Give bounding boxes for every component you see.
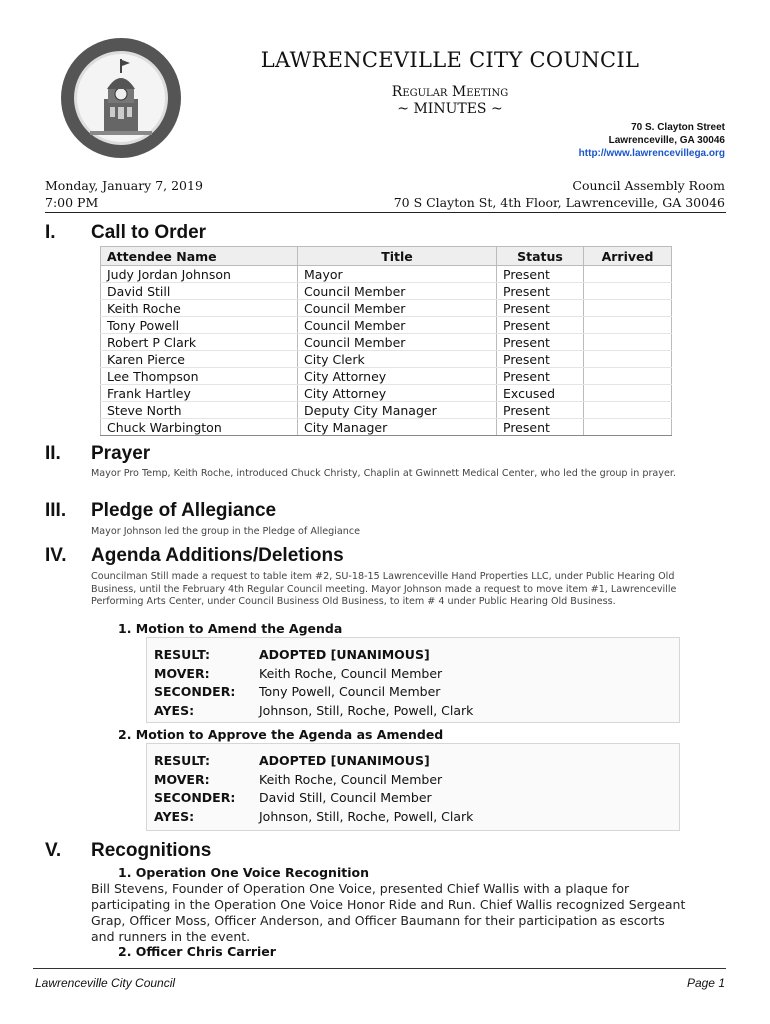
ayes-value: Johnson, Still, Roche, Powell, Clark <box>259 702 474 718</box>
section-title-agenda: Agenda Additions/Deletions <box>91 545 344 566</box>
pledge-text: Mayor Johnson led the group in the Pledge of Allegiance <box>91 526 361 537</box>
city-address <box>579 121 725 160</box>
table-row <box>101 419 672 436</box>
table-row <box>101 368 672 385</box>
attendee-title: Deputy City Manager <box>298 402 497 419</box>
mover-row <box>147 772 679 791</box>
recognition-item-title: 2. Officer Chris Carrier <box>118 944 276 959</box>
mover-value: Keith Roche, Council Member <box>259 771 443 787</box>
column-header-arrived: Arrived <box>584 247 672 266</box>
attendee-status: Present <box>497 419 584 436</box>
attendee-name: David Still <box>101 283 298 300</box>
seconder-value: David Still, Council Member <box>259 790 432 805</box>
column-header-title: Title <box>298 247 497 266</box>
table-row <box>101 402 672 419</box>
attendance-header-row <box>101 247 672 266</box>
meeting-place <box>394 177 725 211</box>
footer-council-name: Lawrenceville City Council <box>35 976 176 990</box>
result-value: ADOPTED [UNANIMOUS] <box>259 647 430 662</box>
section-number: III. <box>45 500 67 521</box>
ayes-value: Johnson, Still, Roche, Powell, Clark <box>259 808 474 824</box>
attendee-name: Lee Thompson <box>101 368 298 385</box>
table-row <box>101 334 672 351</box>
attendee-status: Present <box>497 351 584 368</box>
mover-value: Keith Roche, Council Member <box>259 665 443 681</box>
attendee-status: Present <box>497 402 584 419</box>
ayes-label: AYES: <box>154 808 195 824</box>
ayes-row <box>147 703 679 722</box>
header-divider <box>45 212 726 213</box>
agenda-text: Councilman Still made a request to table item #2, SU-18-15 Lawrenceville Hand Properties LLC, under Public Hearing Old Business, until the February 4th Regular Council meeting. Mayor Johnson made a request to move item #1, Lawrenceville Performing Arts Center, under Council Business Old Business, to item # 4 under Public Hearing Old Business. <box>91 571 677 607</box>
attendee-title: City Manager <box>298 419 497 436</box>
table-row <box>101 266 672 283</box>
meeting-room: Council Assembly Room <box>572 178 725 193</box>
column-header-status: Status <box>497 247 584 266</box>
meeting-type: Regular Meeting <box>391 84 509 100</box>
motion-result-box <box>146 743 680 831</box>
motion-result-box <box>146 637 680 723</box>
section-title-pledge: Pledge of Allegiance <box>91 500 277 521</box>
attendee-status: Present <box>497 334 584 351</box>
minutes-heading: ~ MINUTES ~ <box>397 101 503 117</box>
attendee-title: City Clerk <box>298 351 497 368</box>
seconder-value: Tony Powell, Council Member <box>259 684 441 699</box>
mover-label: MOVER: <box>154 771 210 787</box>
attendee-arrived <box>584 419 672 436</box>
section-number: IV. <box>45 545 67 566</box>
attendee-title: Council Member <box>298 300 497 317</box>
recognition-item-text: Bill Stevens, Founder of Operation One Voice, presented Chief Wallis with a plaque for participating in the Operation One Voice Honor Ride and Run. Chief Wallis recognized Sergeant Grap, Officer Moss, Officer Anderson, and Officer Baumann for their participation as escorts and runners in the event. <box>91 881 686 944</box>
result-row <box>147 647 679 666</box>
attendance-table <box>100 246 672 436</box>
seconder-label: SECONDER: <box>154 684 236 699</box>
motion-title: 2. Motion to Approve the Agenda as Amended <box>118 727 444 742</box>
ayes-label: AYES: <box>154 702 195 718</box>
recognition-item-title: 1. Operation One Voice Recognition <box>118 865 369 880</box>
ayes-row <box>147 809 679 828</box>
section-title-call-to-order: Call to Order <box>91 222 207 243</box>
attendee-name: Tony Powell <box>101 317 298 334</box>
motion-title: 1. Motion to Amend the Agenda <box>118 621 343 636</box>
column-header-name: Attendee Name <box>101 247 298 266</box>
result-value: ADOPTED [UNANIMOUS] <box>259 753 430 768</box>
attendee-title: Mayor <box>298 266 497 283</box>
footer-divider <box>33 968 726 969</box>
section-number: V. <box>45 840 62 861</box>
attendee-arrived <box>584 334 672 351</box>
attendee-name: Steve North <box>101 402 298 419</box>
result-row <box>147 753 679 772</box>
attendee-name: Keith Roche <box>101 300 298 317</box>
attendee-status: Present <box>497 283 584 300</box>
section-number: I. <box>45 222 56 243</box>
attendee-name: Chuck Warbington <box>101 419 298 436</box>
council-title: LAWRENCEVILLE CITY COUNCIL <box>260 48 640 72</box>
meeting-date: Monday, January 7, 2019 <box>45 178 203 193</box>
prayer-text: Mayor Pro Temp, Keith Roche, introduced Chuck Christy, Chaplin at Gwinnett Medical Center, who led the group in prayer. <box>91 468 676 479</box>
seconder-row <box>147 684 679 703</box>
result-label: RESULT: <box>154 647 211 662</box>
attendee-status: Present <box>497 317 584 334</box>
attendee-name: Judy Jordan Johnson <box>101 266 298 283</box>
table-row <box>101 300 672 317</box>
attendee-status: Present <box>497 368 584 385</box>
table-row <box>101 351 672 368</box>
attendee-arrived <box>584 368 672 385</box>
attendee-arrived <box>584 317 672 334</box>
section-title-prayer: Prayer <box>91 443 151 464</box>
attendee-title: Council Member <box>298 283 497 300</box>
attendee-title: City Attorney <box>298 385 497 402</box>
seconder-row <box>147 790 679 809</box>
seconder-label: SECONDER: <box>154 790 236 805</box>
meeting-location: 70 S Clayton St, 4th Floor, Lawrenceville, GA 30046 <box>393 195 725 210</box>
mover-label: MOVER: <box>154 665 210 681</box>
attendee-status: Present <box>497 300 584 317</box>
attendee-arrived <box>584 402 672 419</box>
attendee-arrived <box>584 283 672 300</box>
attendee-name: Robert P Clark <box>101 334 298 351</box>
section-number: II. <box>45 443 61 464</box>
attendee-status: Excused <box>497 385 584 402</box>
city-seal-logo <box>60 37 182 159</box>
attendee-arrived <box>584 300 672 317</box>
attendee-arrived <box>584 385 672 402</box>
meeting-datetime <box>45 177 203 211</box>
section-title-recognitions: Recognitions <box>91 840 212 861</box>
city-website-link[interactable]: http://www.lawrencevillega.org <box>578 148 725 159</box>
address-city: Lawrenceville, GA 30046 <box>608 135 725 146</box>
table-row <box>101 283 672 300</box>
attendee-name: Karen Pierce <box>101 351 298 368</box>
attendee-name: Frank Hartley <box>101 385 298 402</box>
attendee-arrived <box>584 351 672 368</box>
attendee-title: Council Member <box>298 317 497 334</box>
attendee-status: Present <box>497 266 584 283</box>
mover-row <box>147 666 679 685</box>
address-street: 70 S. Clayton Street <box>631 122 725 133</box>
result-label: RESULT: <box>154 753 211 768</box>
table-row <box>101 317 672 334</box>
meeting-time: 7:00 PM <box>45 195 99 210</box>
footer-page-number: Page 1 <box>686 976 725 990</box>
attendee-title: Council Member <box>298 334 497 351</box>
attendee-title: City Attorney <box>298 368 497 385</box>
attendee-arrived <box>584 266 672 283</box>
table-row <box>101 385 672 402</box>
